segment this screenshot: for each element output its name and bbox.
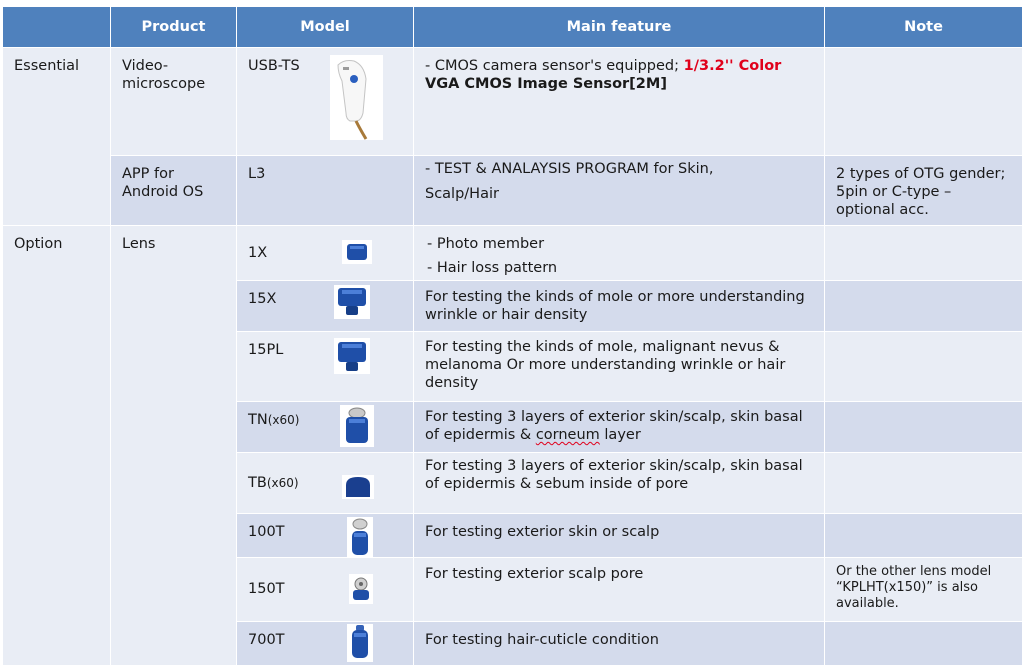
model-cell <box>237 332 414 402</box>
product-cell: Video-microscope <box>111 48 237 156</box>
lens-15x-icon <box>334 285 370 319</box>
sensor-highlight: 1/3.2'' Color <box>683 58 782 74</box>
header-product: Product <box>111 7 237 48</box>
header-note: Note <box>825 7 1023 48</box>
feature-cell: For testing hair-cuticle condition <box>414 622 825 666</box>
feature-cell: - TEST & ANALAYSIS PROGRAM for Skin, Scalp/Hair <box>414 156 825 226</box>
model-cell: L3 <box>237 156 414 226</box>
table-row <box>3 226 1023 281</box>
table-row <box>3 48 1023 156</box>
product-table <box>2 6 1023 666</box>
feature-cell: For testing exterior scalp pore <box>414 558 825 622</box>
handheld-microscope-icon <box>330 55 383 140</box>
model-name: 700T <box>248 632 285 648</box>
model-name: 150T <box>248 581 285 597</box>
model-name: 1X <box>248 245 268 261</box>
lens-15pl-icon <box>334 338 370 374</box>
note-cell <box>825 332 1023 402</box>
model-cell <box>237 453 414 514</box>
category-cell: Essential <box>3 48 111 226</box>
product-cell: APP for Android OS <box>111 156 237 226</box>
header-row <box>3 7 1023 48</box>
model-name: 15X <box>248 291 277 307</box>
model-cell <box>237 402 414 453</box>
table-row <box>3 156 1023 226</box>
note-cell <box>825 514 1023 558</box>
model-name: TB(x60) <box>248 475 299 491</box>
model-cell <box>237 226 414 281</box>
model-name: 100T <box>248 524 285 540</box>
feature-cell: - CMOS camera sensor's equipped; 1/3.2'' Color VGA CMOS Image Sensor[2M] <box>414 48 825 156</box>
model-cell <box>237 48 414 156</box>
note-cell <box>825 453 1023 514</box>
header-category <box>3 7 111 48</box>
note-cell: Or the other lens model “KPLHT(x150)” is also available. <box>825 558 1023 622</box>
model-cell <box>237 514 414 558</box>
microscope-image <box>330 55 383 140</box>
note-cell: 2 types of OTG gender; 5pin or C-type – optional acc. <box>825 156 1023 226</box>
header-main-feature: Main feature <box>414 7 825 48</box>
note-cell <box>825 402 1023 453</box>
lens-tn-icon <box>340 405 374 447</box>
lens-tb-icon <box>342 475 374 499</box>
lens-1x-icon <box>342 240 372 264</box>
feature-cell: - Photo member - Hair loss pattern <box>414 226 825 281</box>
lens-100t-icon <box>347 517 373 557</box>
note-cell <box>825 281 1023 332</box>
category-cell: Option <box>3 226 111 666</box>
model-cell <box>237 281 414 332</box>
note-cell <box>825 622 1023 666</box>
product-cell: Lens <box>111 226 237 666</box>
feature-cell: For testing exterior skin or scalp <box>414 514 825 558</box>
note-cell <box>825 48 1023 156</box>
model-cell <box>237 558 414 622</box>
feature-cell: For testing the kinds of mole or more understanding wrinkle or hair density <box>414 281 825 332</box>
lens-150t-icon <box>349 574 373 604</box>
model-name: USB-TS <box>248 58 300 74</box>
note-cell <box>825 226 1023 281</box>
model-name: TN(x60) <box>248 412 300 428</box>
feature-cell: For testing the kinds of mole, malignant nevus & melanoma Or more understanding wrinkle or hair density <box>414 332 825 402</box>
model-name: 15PL <box>248 342 284 358</box>
header-model: Model <box>237 7 414 48</box>
model-cell <box>237 622 414 666</box>
feature-cell: For testing 3 layers of exterior skin/scalp, skin basal of epidermis & corneum layer <box>414 402 825 453</box>
feature-cell: For testing 3 layers of exterior skin/scalp, skin basal of epidermis & sebum inside of pore <box>414 453 825 514</box>
lens-700t-icon <box>347 624 373 662</box>
